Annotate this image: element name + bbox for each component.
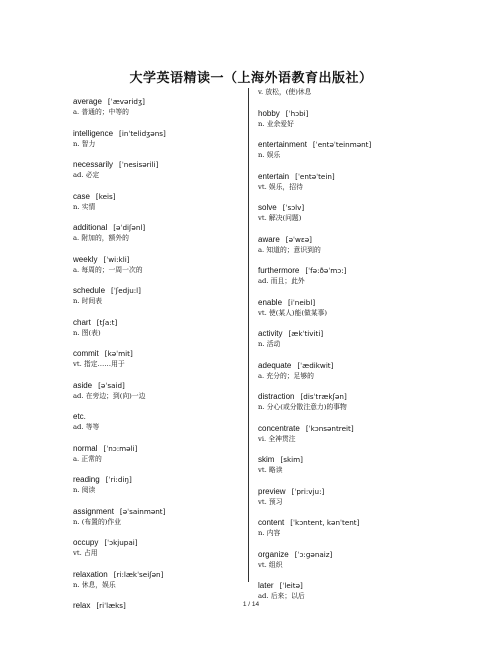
vocab-word: organize xyxy=(258,549,289,559)
vocab-phonetic: [disˈtrækʃən] xyxy=(300,392,347,401)
vocab-headline xyxy=(258,486,428,497)
vocab-definition: vi. 全神贯注 xyxy=(258,434,296,443)
vocab-phonetic: [ˈpri:vju:] xyxy=(291,486,325,496)
vocab-word: schedule xyxy=(73,286,106,295)
vocab-entry xyxy=(258,139,428,160)
vocab-definition: n. 图(表) xyxy=(73,328,101,337)
vocab-headline xyxy=(258,454,428,465)
vocab-headline xyxy=(258,580,428,591)
vocab-entry xyxy=(258,580,428,601)
vocab-entry xyxy=(73,191,243,212)
vocab-entry xyxy=(73,569,243,590)
vocab-word: weekly xyxy=(73,254,98,264)
vocab-definition: vt. 娱乐，招待 xyxy=(258,182,303,191)
vocab-word: later xyxy=(258,581,274,590)
vocab-definition: vt. 使(某人)能(做某事) xyxy=(258,308,328,317)
vocab-phonetic: [ˈɔkjupai] xyxy=(104,538,138,547)
vocab-headline xyxy=(258,549,428,560)
vocab-definition: n. 时间表 xyxy=(73,297,103,305)
vocab-headline xyxy=(258,265,428,276)
vocab-definition: n. 阅读 xyxy=(73,486,96,494)
vocab-headline xyxy=(73,222,243,233)
vocab-word: additional xyxy=(73,223,108,232)
vocab-definition: n. 分心(或分散注意力)的事物 xyxy=(258,403,347,411)
vocab-entry xyxy=(73,537,243,558)
vocab-phonetic: [iˈneibl] xyxy=(288,297,316,307)
vocab-entry xyxy=(258,423,428,444)
vocab-phonetic: [əˈwεə] xyxy=(285,234,312,244)
vocab-word: skim xyxy=(258,455,275,464)
vocab-phonetic: [ˈædikwit] xyxy=(297,360,334,370)
vocab-definition: n. (布置的)作业 xyxy=(73,517,121,526)
vocab-phonetic: [riˈlæks] xyxy=(96,601,126,610)
vocab-headline xyxy=(258,171,428,182)
vocab-headline xyxy=(73,159,243,170)
vocab-phonetic: [tʃa:t] xyxy=(96,317,118,327)
vocab-definition: v. 放松，(使)休息 xyxy=(258,88,312,96)
vocab-definition: n. 活动 xyxy=(258,340,281,348)
vocab-phonetic: [ˈsɔlv] xyxy=(282,203,305,212)
vocab-headline xyxy=(258,234,428,245)
vocab-entry xyxy=(258,234,428,255)
vocab-definition: ad. 等等 xyxy=(73,423,100,431)
vocab-phonetic: [ˈnesisərili] xyxy=(119,160,159,169)
vocab-definition: a. 附加的，额外的 xyxy=(73,234,129,242)
vocab-phonetic: [skim] xyxy=(280,455,303,464)
vocab-phonetic: [ˈfə:ðəˈmɔ:] xyxy=(305,266,347,275)
vocab-word: commit xyxy=(73,349,99,358)
vocab-phonetic: [ˈri:diŋ] xyxy=(105,475,132,484)
vocab-headline xyxy=(258,360,428,371)
vocab-definition: vt. 解决(问题) xyxy=(258,214,302,222)
vocab-headline xyxy=(258,328,428,339)
vocab-word: case xyxy=(73,191,90,201)
vocab-definition: n. 娱乐 xyxy=(258,151,281,159)
vocab-entry xyxy=(73,474,243,495)
vocab-word: normal xyxy=(73,443,98,453)
vocab-entry xyxy=(258,486,428,507)
vocab-definition: n. 实情 xyxy=(73,202,96,211)
vocab-definition: n. 内容 xyxy=(258,529,281,537)
vocab-word: concentrate xyxy=(258,423,300,433)
vocab-headline xyxy=(73,474,243,485)
vocab-word: occupy xyxy=(73,538,99,547)
vocab-entry xyxy=(258,549,428,570)
vocab-word: furthermore xyxy=(258,266,300,275)
vocab-headline xyxy=(73,411,243,422)
vocab-phonetic: [ri:lækˈseiʃən] xyxy=(113,569,164,579)
vocab-word: reading xyxy=(73,475,100,484)
vocab-entry xyxy=(258,297,428,318)
vocab-headline xyxy=(73,380,243,391)
vocab-phonetic: [ˈkɔnsəntreit] xyxy=(305,423,354,433)
vocab-headline xyxy=(258,139,428,150)
vocab-definition: vt. 预习 xyxy=(258,497,283,506)
vocab-headline xyxy=(73,443,243,454)
vocab-headline xyxy=(73,96,243,107)
vocab-phonetic: [ˈwi:kli] xyxy=(103,254,130,264)
vocab-entry xyxy=(258,87,428,97)
vocab-phonetic: [kəˈmit] xyxy=(104,349,133,358)
vocab-headline xyxy=(73,285,243,296)
vocab-word: necessarily xyxy=(73,160,114,169)
vocab-definition: n. 休息，娱乐 xyxy=(73,580,116,589)
vocab-headline xyxy=(73,506,243,517)
vocab-entry xyxy=(258,265,428,286)
vocab-word: average xyxy=(73,97,102,106)
vocab-entry xyxy=(73,380,243,401)
vocab-entry xyxy=(73,254,243,275)
vocab-word: entertain xyxy=(258,171,290,181)
column-divider xyxy=(248,88,249,582)
vocab-headline xyxy=(73,191,243,202)
vocab-definition: ad. 必定 xyxy=(73,171,100,179)
vocab-word: assignment xyxy=(73,506,114,516)
vocab-entry xyxy=(73,348,243,369)
vocab-headline xyxy=(73,537,243,548)
vocab-definition: n. 业余爱好 xyxy=(258,119,294,128)
vocab-definition: a. 知道的；意识到的 xyxy=(258,245,321,254)
vocab-word: hobby xyxy=(258,108,280,118)
vocab-entry xyxy=(73,285,243,306)
page-title: 大学英语精读一（上海外语教育出版社） xyxy=(129,71,373,86)
vocab-entry xyxy=(258,454,428,475)
vocab-headline xyxy=(73,128,243,139)
vocab-headline xyxy=(73,317,243,328)
vocab-definition: a. 正常的 xyxy=(73,454,102,463)
vocab-entry xyxy=(73,443,243,464)
vocab-entry xyxy=(73,96,243,117)
vocab-headline xyxy=(258,391,428,402)
vocab-headline xyxy=(258,108,428,119)
vocab-entry xyxy=(258,328,428,349)
vocab-phonetic: [keis] xyxy=(95,191,116,201)
vocab-entry xyxy=(258,391,428,412)
vocab-entry xyxy=(73,159,243,180)
vocab-definition: ad. 而且；此外 xyxy=(258,277,305,285)
vocab-definition: a. 普通的；中等的 xyxy=(73,108,129,116)
vocab-phonetic: [əˈdiʃənl] xyxy=(113,223,146,232)
vocab-entry xyxy=(258,108,428,129)
vocab-word: adequate xyxy=(258,360,292,370)
vocab-word: aside xyxy=(73,380,93,390)
vocab-entry xyxy=(73,128,243,149)
vocab-phonetic: [ækˈtiviti] xyxy=(288,329,324,338)
vocab-phonetic: [əˈsaid] xyxy=(98,380,125,390)
vocab-word: entertainment xyxy=(258,140,307,149)
vocab-word: intelligence xyxy=(73,128,114,138)
vocab-entry xyxy=(258,517,428,538)
vocab-word: etc. xyxy=(73,412,86,421)
vocab-headline xyxy=(258,517,428,528)
vocab-entry xyxy=(258,171,428,192)
vocab-headline xyxy=(258,202,428,213)
vocab-phonetic: [ˈævəridʒ] xyxy=(107,97,145,106)
page-number: 1 / 14 xyxy=(242,601,260,608)
vocab-column-left xyxy=(73,96,243,611)
vocab-entry xyxy=(258,360,428,381)
vocab-definition: n. 智力 xyxy=(73,139,96,148)
vocab-definition: ad. 在旁边；到(向)一边 xyxy=(73,391,146,400)
vocab-entry xyxy=(73,222,243,243)
vocab-word: enable xyxy=(258,297,283,307)
vocab-entry xyxy=(73,506,243,527)
vocab-headline xyxy=(73,569,243,580)
vocab-entry xyxy=(73,411,243,432)
vocab-definition: a. 每周的；一周一次的 xyxy=(73,265,143,274)
vocab-phonetic: [ˈentəˈtein] xyxy=(295,171,335,181)
vocab-headline xyxy=(73,348,243,359)
vocab-word: relax xyxy=(73,601,91,610)
vocab-word: aware xyxy=(258,234,280,244)
vocab-phonetic: [ˈhɔbi] xyxy=(285,108,309,118)
vocab-headline xyxy=(258,297,428,308)
vocab-phonetic: [ˈnɔ:məli] xyxy=(103,443,138,453)
vocab-phonetic: [ˈleitə] xyxy=(279,581,303,590)
vocab-definition: ad. 后来；以后 xyxy=(258,592,305,600)
vocab-phonetic: [ˈʃedju:l] xyxy=(111,286,141,295)
vocab-phonetic: [inˈtelidʒəns] xyxy=(119,128,166,138)
vocab-word: activity xyxy=(258,329,283,338)
vocab-word: preview xyxy=(258,486,286,496)
vocab-phonetic: [əˈsainmənt] xyxy=(119,506,166,516)
vocab-headline xyxy=(258,423,428,434)
vocab-phonetic: [ˈentəˈteinmənt] xyxy=(312,140,372,149)
vocab-word: relaxation xyxy=(73,569,108,579)
vocab-definition: a. 充分的；足够的 xyxy=(258,371,314,380)
vocab-column-right xyxy=(258,87,428,612)
vocab-word: distraction xyxy=(258,392,295,401)
vocab-entry xyxy=(73,317,243,338)
vocab-definition: vt. 占用 xyxy=(73,549,98,557)
vocab-phonetic: [ˈɔ:gənaiz] xyxy=(294,549,333,559)
vocab-entry xyxy=(258,202,428,223)
vocab-headline xyxy=(73,254,243,265)
vocab-phonetic: [ˈkɔntent, kənˈtent] xyxy=(290,518,360,527)
vocab-word: chart xyxy=(73,317,91,327)
vocab-definition: vt. 组织 xyxy=(258,560,283,569)
vocab-definition: vt. 指定……用于 xyxy=(73,360,125,368)
vocab-word: solve xyxy=(258,203,277,212)
vocab-word: content xyxy=(258,518,285,527)
vocab-definition: vt. 略读 xyxy=(258,466,283,474)
